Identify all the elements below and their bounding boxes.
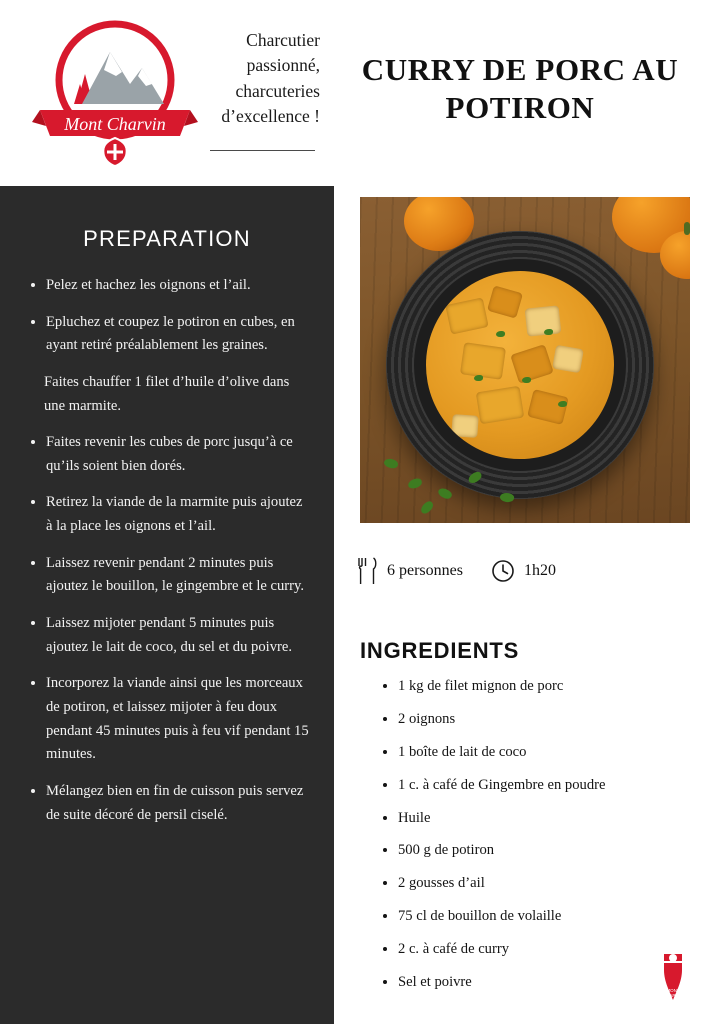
ingredients-title: INGREDIENTS [360,638,520,663]
list-item: • Sel et poivre [398,972,718,994]
servings-meta [358,557,463,585]
list-item: • Retirez la viande de la marmite puis ajoutez à la place les oignons et l’ail. [46,491,310,538]
mountain-logo-icon [30,14,200,169]
list-item: • Epluchez et coupez le potiron en cubes, en ayant retiré préalablement les graines. [46,311,310,358]
list-item: • Laissez revenir pendant 2 minutes puis ajoutez le bouillon, le gingembre et le curry. [46,552,310,599]
list-item: • 75 cl de bouillon de volaille [398,906,718,928]
svg-text:MONT: MONT [666,988,680,993]
page-title: CURRY DE PORC AU POTIRON [361,51,679,125]
tagline-divider [210,150,315,151]
recipe-photo [360,197,690,523]
brand-logo [30,14,200,169]
list-item: • Laissez mijoter pendant 5 minutes puis ajoutez le lait de coco, du sel et du poivre. [46,612,310,659]
list-item: • 2 gousses d’ail [398,873,718,895]
list-item: • 500 g de potiron [398,840,718,862]
list-item: • 2 c. à café de curry [398,939,718,961]
brand-tagline: Charcutier passionné, charcuteries d’excellence ! [221,30,320,127]
preparation-title: PREPARATION [83,226,251,251]
page-header [0,0,724,186]
list-item: • Mélangez bien en fin de cuisson puis servez de suite décoré de persil ciselé. [46,780,310,827]
svg-text:CHARVIN: CHARVIN [662,993,684,998]
list-item: • 1 boîte de lait de coco [398,742,718,764]
duration-text: 1h20 [523,562,556,579]
list-item: • 1 kg de filet mignon de porc [398,676,718,698]
preparation-steps [24,274,310,827]
cutlery-icon [358,557,378,585]
list-item: • Huile [398,808,718,830]
brand-name-text: Mont Charvin [64,114,166,134]
list-item: • 1 c. à café de Gingembre en poudre [398,775,718,797]
bowl [386,231,654,499]
mont-charvin-corner-logo-icon [644,948,702,1006]
recipe-right-column [334,186,724,1024]
duration-meta [491,559,556,583]
footer-logo [644,948,702,1006]
list-item: • Faites revenir les cubes de porc jusqu’à ce qu’ils soient bien dorés. [46,431,310,478]
curry-dish [426,271,614,459]
list-item: Faites chauffer 1 filet d’huile d’olive dans une marmite. [44,373,290,414]
preparation-panel [0,186,334,1024]
list-item: • 2 oignons [398,709,718,731]
servings-text: 6 personnes [387,562,463,579]
list-item: • Pelez et hachez les oignons et l’ail. [46,274,310,298]
list-item: • Incorporez la viande ainsi que les morceaux de potiron, et laissez mijoter à feu doux pendant 45 minutes puis à feu vif pendant 15 minutes. [46,672,310,767]
recipe-meta [358,554,698,588]
clock-icon [491,559,515,583]
